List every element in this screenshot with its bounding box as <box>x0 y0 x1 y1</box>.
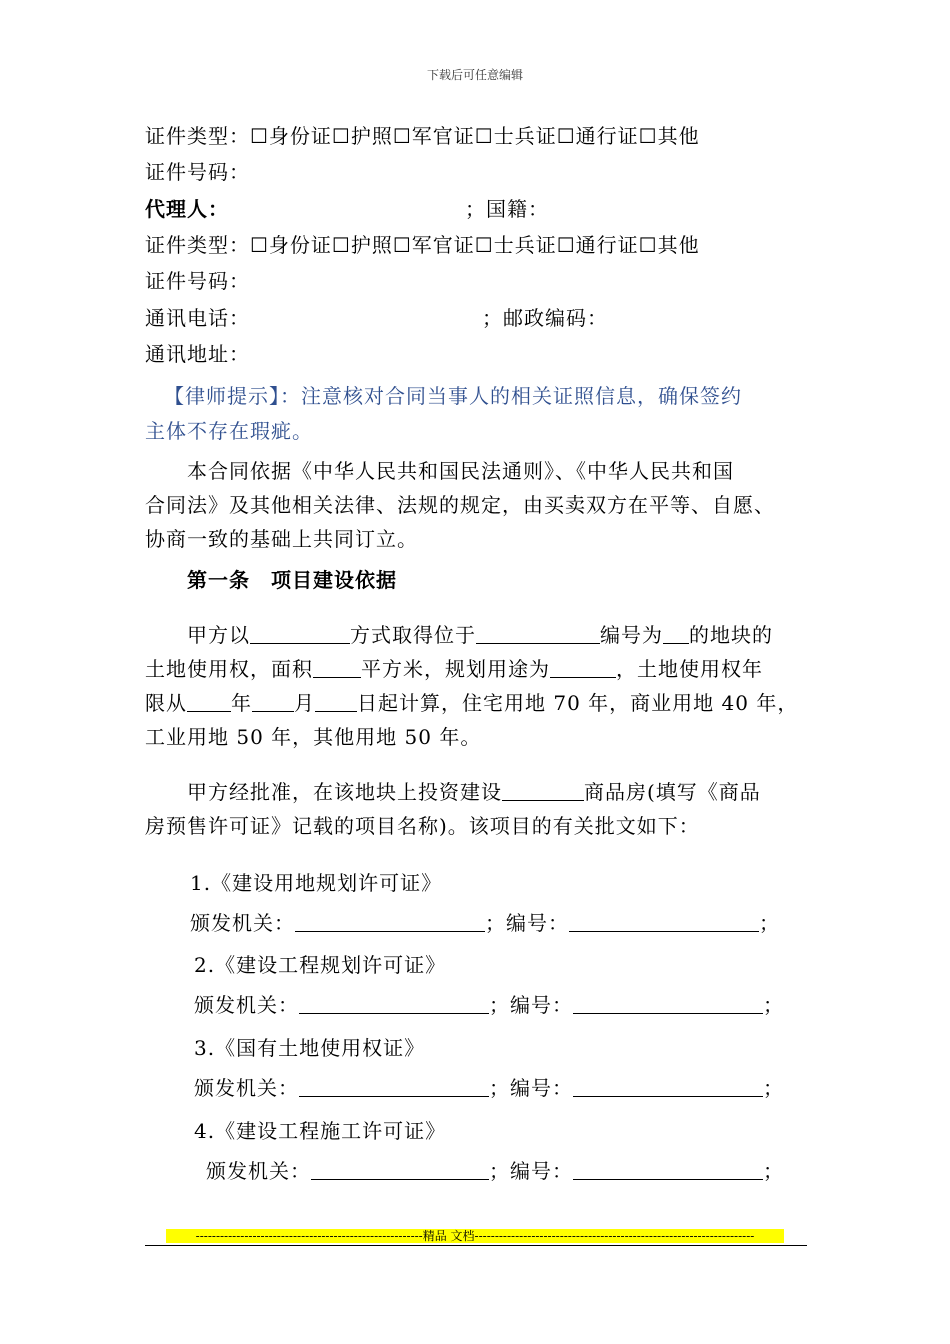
blank-usage[interactable] <box>550 657 616 678</box>
id-type-line-1: 证件类型：☐身份证☐护照☐军官证☐士兵证☐通行证☐其他 <box>145 124 700 148</box>
blank-year[interactable] <box>187 691 231 712</box>
issuer-label: 颁发机关： <box>190 911 295 935</box>
issuer-label: 颁发机关： <box>194 993 299 1017</box>
land-line-1 <box>187 622 773 648</box>
agent-line <box>145 196 549 222</box>
land-text: 甲方以 <box>187 623 250 647</box>
number-input[interactable] <box>573 1076 763 1097</box>
id-number-line-1: 证件号码： <box>145 160 250 184</box>
blank-month[interactable] <box>252 691 294 712</box>
postcode-label: ；邮政编码： <box>482 306 608 330</box>
land-line-2 <box>145 656 763 682</box>
land-line-4: 工业用地 50 年，其他用地 50 年。 <box>145 725 482 749</box>
footer-watermark: --------------------------------------------------------精品 文档--------------------------------------------------------------------- <box>166 1229 784 1243</box>
approval-text: 商品房(填写《商品 <box>584 780 761 804</box>
number-label: ；编号： <box>489 993 573 1017</box>
land-line-3 <box>145 690 798 716</box>
id-type-line-2: 证件类型：☐身份证☐护照☐军官证☐士兵证☐通行证☐其他 <box>145 233 700 257</box>
lawyer-tip-line-1: 【律师提示】：注意核对合同当事人的相关证照信息，确保签约 <box>164 384 742 408</box>
basis-line-2: 合同法》及其他相关法律、法规的规定，由买卖双方在平等、自愿、 <box>145 493 775 517</box>
blank-plot-number[interactable] <box>663 623 689 644</box>
field-end: ； <box>759 911 780 935</box>
number-label: ；编号： <box>485 911 569 935</box>
issuer-label: 颁发机关： <box>194 1076 299 1100</box>
land-text: 的地块的 <box>689 623 773 647</box>
lawyer-tip-line-2: 主体不存在瑕疵。 <box>145 419 313 443</box>
land-text: 月 <box>294 691 315 715</box>
land-text: 方式取得位于 <box>350 623 476 647</box>
blank-project-name[interactable] <box>502 780 584 801</box>
agent-colon: ： <box>208 197 229 221</box>
permit-title-3: 3.《国有土地使用权证》 <box>194 1036 426 1060</box>
blank-day[interactable] <box>315 691 357 712</box>
issuer-label: 颁发机关： <box>206 1159 311 1183</box>
land-text: 土地使用权，面积 <box>145 657 313 681</box>
permit-title-2: 2.《建设工程规划许可证》 <box>194 953 447 977</box>
field-end: ； <box>763 1076 784 1100</box>
issuer-input[interactable] <box>295 911 485 932</box>
permit-fields-4 <box>206 1158 784 1184</box>
issuer-input[interactable] <box>299 1076 489 1097</box>
approval-line-1 <box>187 779 761 805</box>
issuer-input[interactable] <box>299 993 489 1014</box>
approval-line-2: 房预售许可证》记载的项目名称)。该项目的有关批文如下： <box>145 814 700 838</box>
field-end: ； <box>763 1159 784 1183</box>
id-number-line-2: 证件号码： <box>145 269 250 293</box>
nationality-label: ；国籍： <box>465 197 549 221</box>
phone-label: 通讯电话： <box>145 306 250 330</box>
blank-location[interactable] <box>476 623 600 644</box>
basis-line-3: 协商一致的基础上共同订立。 <box>145 527 418 551</box>
land-text: 年 <box>231 691 252 715</box>
agent-label: 代理人 <box>145 197 208 221</box>
page-header: 下载后可任意编辑 <box>426 68 523 82</box>
land-text: 编号为 <box>600 623 663 647</box>
land-text: 平方米，规划用途为 <box>361 657 550 681</box>
phone-line <box>145 305 608 331</box>
permit-fields-3 <box>194 1075 784 1101</box>
number-input[interactable] <box>569 911 759 932</box>
permit-fields-1 <box>190 910 780 936</box>
land-text: ，土地使用权年 <box>616 657 763 681</box>
permit-title-1: 1.《建设用地规划许可证》 <box>190 871 443 895</box>
blank-method[interactable] <box>250 623 350 644</box>
basis-line-1: 本合同依据《中华人民共和国民法通则》、《中华人民共和国 <box>187 459 734 483</box>
number-input[interactable] <box>573 993 763 1014</box>
field-end: ； <box>763 993 784 1017</box>
approval-text: 甲方经批准，在该地块上投资建设 <box>187 780 502 804</box>
permit-fields-2 <box>194 992 784 1018</box>
blank-area[interactable] <box>313 657 361 678</box>
number-label: ；编号： <box>489 1159 573 1183</box>
issuer-input[interactable] <box>311 1159 489 1180</box>
land-text: 日起计算，住宅用地 70 年，商业用地 40 年， <box>357 691 799 715</box>
permit-title-4: 4.《建设工程施工许可证》 <box>194 1119 447 1143</box>
address-line: 通讯地址： <box>145 342 250 366</box>
number-input[interactable] <box>573 1159 763 1180</box>
land-text: 限从 <box>145 691 187 715</box>
article-title: 第一条 项目建设依据 <box>187 568 397 592</box>
footer-divider <box>145 1245 807 1246</box>
number-label: ；编号： <box>489 1076 573 1100</box>
